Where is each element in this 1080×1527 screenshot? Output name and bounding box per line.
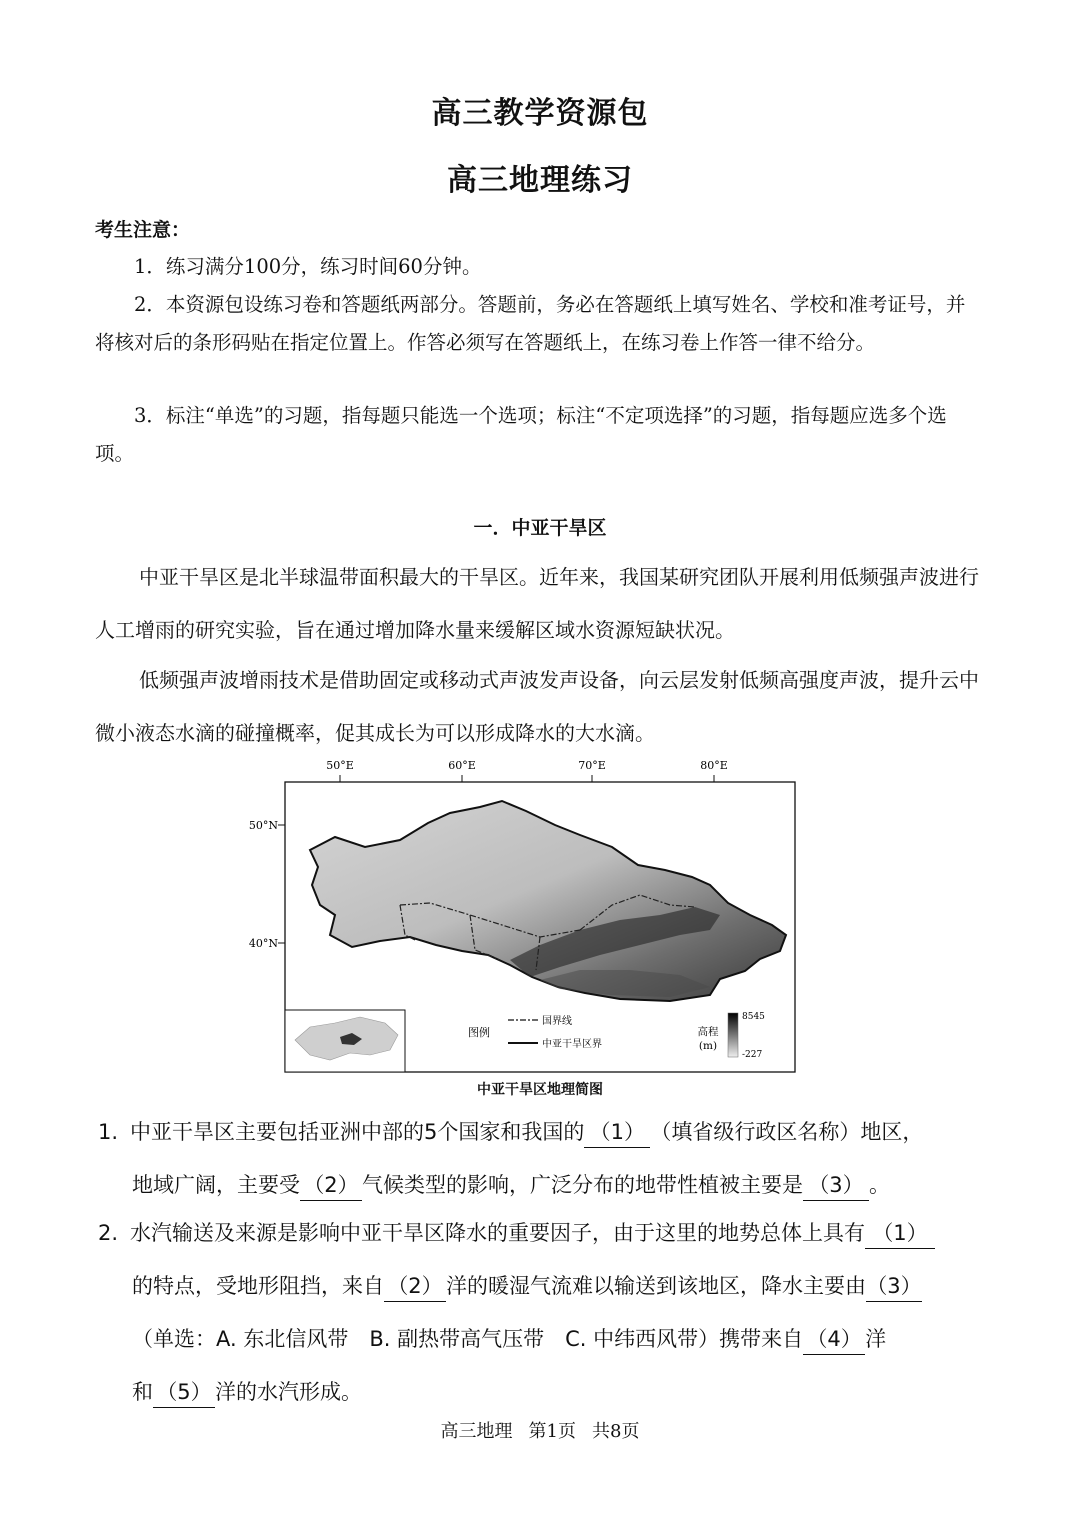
lat-label-40: 40°N — [248, 937, 278, 950]
question-2-blank-1[interactable]: （1） — [865, 1218, 935, 1249]
central-asia-map — [240, 755, 800, 1075]
map-figure — [240, 755, 800, 1085]
lon-label-70: 70°E — [578, 759, 606, 772]
question-1-blank-3[interactable]: （3） — [803, 1170, 869, 1201]
elevation-max: 8545 — [742, 1012, 765, 1022]
notice-label: 考生注意： — [95, 219, 191, 241]
section-paragraph-2: 低频强声波增雨技术是借助固定或移动式声波发声设备，向云层发射低频高强度声波，提升云中微小液态水滴的碰撞概率，促其成长为可以形成降水的大水滴。 — [95, 668, 979, 745]
question-2-number: 2. — [98, 1221, 119, 1245]
question-1-number: 1. — [98, 1120, 119, 1144]
question-2-text-2: 的特点，受地形阻挡，来自 — [132, 1274, 384, 1298]
map-caption: 中亚干旱区地理简图 — [477, 1082, 603, 1098]
question-2-blank-3[interactable]: （3） — [866, 1271, 922, 1302]
question-2 — [98, 1207, 978, 1419]
page-footer — [0, 1417, 1080, 1443]
footer-page: 第1页 — [528, 1421, 576, 1442]
footer-subject: 高三地理 — [440, 1421, 513, 1442]
elevation-unit: (m) — [698, 1040, 718, 1052]
notice-item-3: 3．标注“单选”的习题，指每题只能选一个选项；标注“不定项选择”的习题，指每题应选多个选项。 — [95, 404, 947, 465]
legend-border-line: 国界线 — [542, 1016, 572, 1027]
question-1-text-2: （填省级行政区名称）地区， — [650, 1120, 924, 1144]
section-paragraph-1: 中亚干旱区是北半球温带面积最大的干旱区。近年来，我国某研究团队开展利用低频强声波进行人工增雨的研究实验，旨在通过增加降水量来缓解区域水资源短缺状况。 — [95, 565, 979, 642]
question-2-blank-4[interactable]: （4） — [803, 1324, 865, 1355]
section-title: 一．中亚干旱区 — [473, 517, 607, 539]
question-1 — [98, 1106, 978, 1212]
question-2-text-1: 水汽输送及来源是影响中亚干旱区降水的重要因子，由于这里的地势总体上具有 — [130, 1221, 865, 1245]
legend-label: 图例 — [468, 1026, 490, 1039]
lon-label-60: 60°E — [448, 759, 476, 772]
question-1-text-4: 气候类型的影响，广泛分布的地带性植被主要是 — [362, 1173, 803, 1197]
lon-label-80: 80°E — [700, 759, 728, 772]
question-2-text-5: 洋 — [865, 1327, 887, 1351]
question-2-blank-5[interactable]: （5） — [153, 1377, 215, 1408]
question-1-text-5: 。 — [869, 1173, 890, 1197]
document-title: 高三教学资源包 — [431, 96, 649, 131]
question-2-text-3: 洋的暖湿气流难以输送到该地区，降水主要由 — [446, 1274, 866, 1298]
notice-item-1: 1．练习满分100分，练习时间60分钟。 — [134, 255, 482, 278]
footer-total: 共8页 — [592, 1421, 640, 1442]
elevation-label: 高程 — [697, 1026, 719, 1038]
lat-label-50: 50°N — [248, 819, 278, 832]
lon-label-50: 50°E — [326, 759, 354, 772]
elevation-min: -227 — [742, 1050, 763, 1060]
document-subtitle: 高三地理练习 — [447, 163, 633, 198]
question-1-text-1: 中亚干旱区主要包括亚洲中部的5个国家和我国的 — [130, 1120, 585, 1144]
question-2-text-4: （单选：A. 东北信风带 B. 副热带高气压带 C. 中纬西风带）携带来自 — [132, 1327, 804, 1351]
question-2-text-7: 洋的水汽形成。 — [215, 1380, 362, 1404]
question-1-blank-1[interactable]: （1） — [584, 1117, 650, 1148]
question-2-blank-2[interactable]: （2） — [384, 1271, 446, 1302]
legend-region-line: 中亚干旱区界 — [542, 1039, 602, 1050]
elevation-color-bar — [728, 1013, 738, 1057]
notice-item-2: 2．本资源包设练习卷和答题纸两部分。答题前，务必在答题纸上填写姓名、学校和准考证号，并将核对后的条形码贴在指定位置上。作答必须写在答题纸上，在练习卷上作答一律不给分。 — [95, 293, 966, 354]
question-1-text-3: 地域广阔，主要受 — [132, 1173, 300, 1197]
question-1-blank-2[interactable]: （2） — [300, 1170, 362, 1201]
question-2-text-6: 和 — [132, 1380, 153, 1404]
